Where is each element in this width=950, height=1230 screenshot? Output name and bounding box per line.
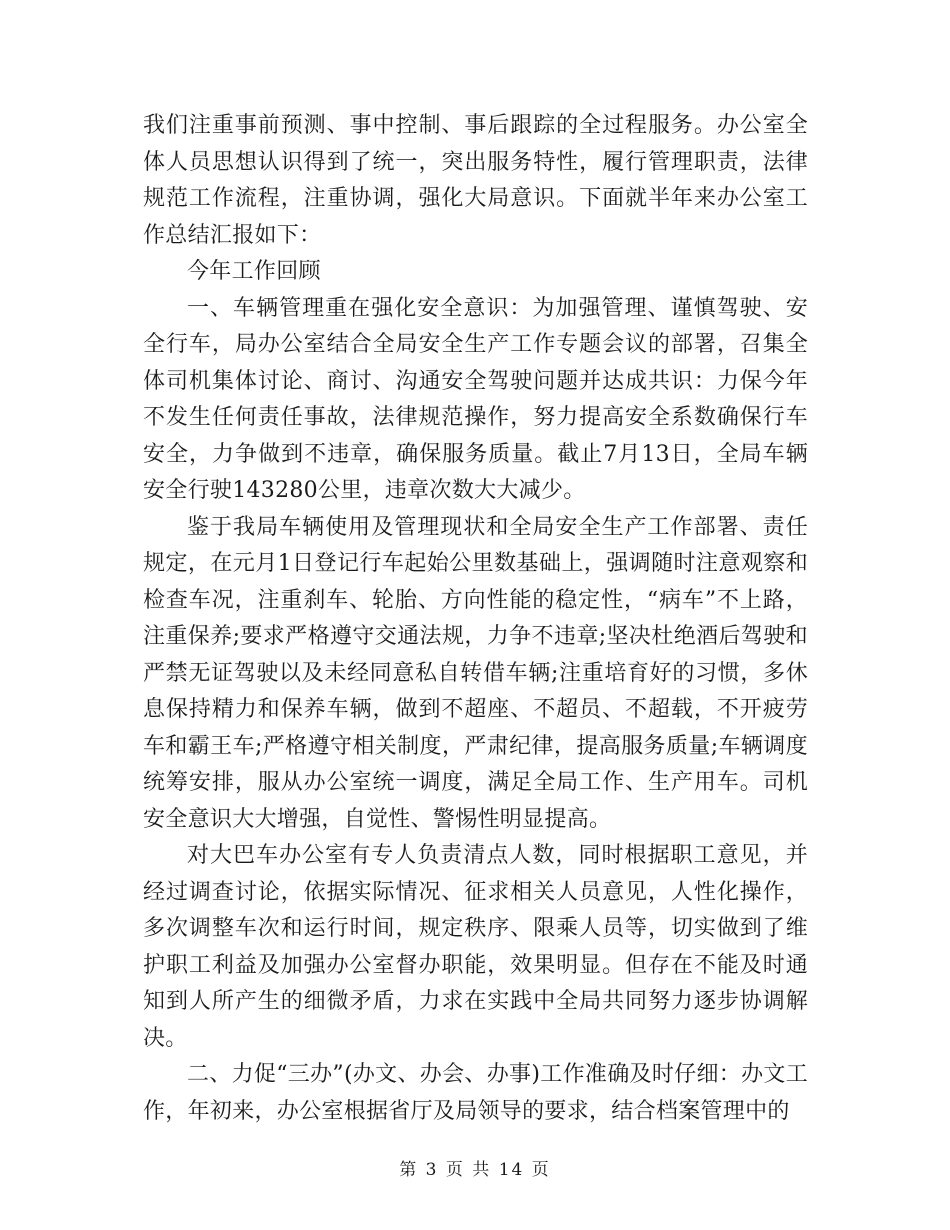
document-body <box>143 108 808 1130</box>
section-heading-review: 今年工作回顾 <box>187 259 321 284</box>
paragraph-1: 我们注重事前预测、事中控制、事后跟踪的全过程服务。办公室全体人员思想认识得到了统一，突出服务特性，履行管理职责，法律规范工作流程，注重协调，强化大局意识。下面就半年来办公室工作总结汇报如下： <box>143 113 808 248</box>
paragraph-three-offices: 二、力促“三办”(办文、办会、办事)工作准确及时仔细：办文工作，年初来，办公室根据省厅及局领导的要求，结合档案管理中的 <box>143 1062 808 1124</box>
paragraph-vehicle-safety: 一、车辆管理重在强化安全意识：为加强管理、谨慎驾驶、安全行车，局办公室结合全局安全生产工作专题会议的部署，召集全体司机集体讨论、商讨、沟通安全驾驶问题并达成共识：力保今年不发生任何责任事故，法律规范操作，努力提高安全系数确保行车安全，力争做到不违章，确保服务质量。截止7月13日，全局车辆安全行驶143280公里，违章次数大大减少。 <box>143 295 808 503</box>
page-footer: 第 3 页 共 14 页 <box>399 1160 551 1180</box>
paragraph-vehicle-management: 鉴于我局车辆使用及管理现状和全局安全生产工作部署、责任规定，在元月1日登记行车起始公里数基础上，强调随时注意观察和检查车况，注重刹车、轮胎、方向性能的稳定性，“病车”不上路，注重保养;要求严格遵守交通法规，力争不违章;坚决杜绝酒后驾驶和严禁无证驾驶以及未经同意私自转借车辆;注重培育好的习惯，多休息保持精力和保养车辆，做到不超座、不超员、不超载，不开疲劳车和霸王车;严格遵守相关制度，严肃纪律，提高服务质量;车辆调度统筹安排，服从办公室统一调度，满足全局工作、生产用车。司机安全意识大大增强，自觉性、警惕性明显提高。 <box>143 514 808 832</box>
paragraph-bus-management: 对大巴车办公室有专人负责清点人数，同时根据职工意见，并经过调查讨论，依据实际情况、征求相关人员意见，人性化操作，多次调整车次和运行时间，规定秩序、限乘人员等，切实做到了维护职工利益及加强办公室督办职能，效果明显。但存在不能及时通知到人所产生的细微矛盾，力求在实践中全局共同努力逐步协调解决。 <box>143 843 808 1051</box>
